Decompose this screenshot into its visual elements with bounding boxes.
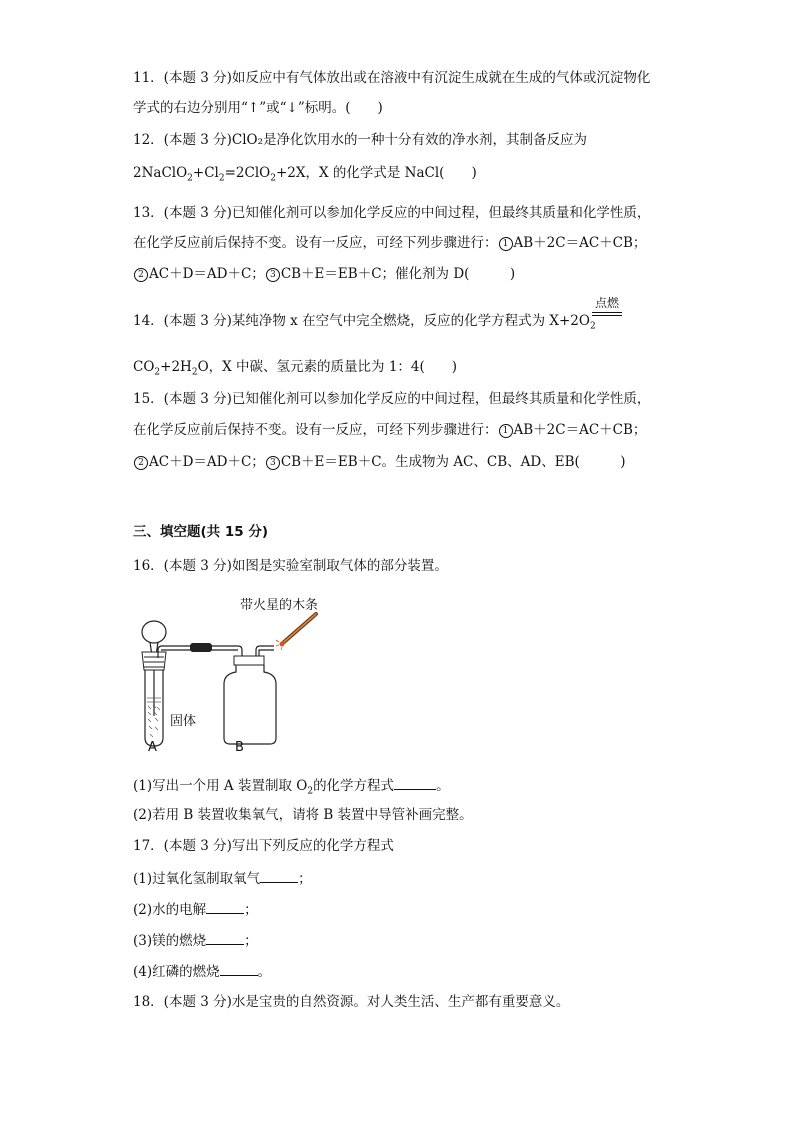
solid-label: 固体 bbox=[170, 714, 197, 729]
equals-sign bbox=[592, 312, 622, 316]
answer-blank[interactable] bbox=[220, 961, 258, 976]
q14-text: 14．(本题 3 分)某纯净物 x 在空气中完全燃烧，反应的化学方程式为 X+2O bbox=[133, 313, 590, 329]
q17-part4 bbox=[133, 961, 271, 982]
q14-sub: 2 bbox=[589, 321, 596, 332]
step-number-circle: 2 bbox=[134, 456, 148, 470]
rubber-stopper bbox=[142, 652, 166, 670]
step-number-circle: 3 bbox=[266, 268, 280, 282]
reaction-condition bbox=[592, 296, 622, 316]
q16-stem: 16．(本题 3 分)如图是实验室制取气体的部分装置。 bbox=[133, 558, 448, 574]
glowing-splint bbox=[276, 614, 316, 650]
q17-stem: 17．(本题 3 分)写出下列反应的化学方程式 bbox=[133, 838, 394, 854]
condition-label: 点燃 bbox=[594, 296, 619, 310]
q17-part1 bbox=[133, 868, 312, 889]
splint-label: 带火星的木条 bbox=[240, 598, 319, 613]
q17-text: (4)红磷的燃烧 bbox=[133, 964, 220, 980]
answer-blank[interactable] bbox=[206, 930, 244, 945]
q13-line2 bbox=[133, 233, 646, 253]
q15-text: CB＋E＝EB＋C。生成物为 AC、CB、AD、EB( ) bbox=[280, 454, 626, 470]
step-number-circle: 3 bbox=[266, 456, 280, 470]
q13-text: 在化学反应前后保持不变。设有一反应，可经下列步骤进行： bbox=[133, 235, 498, 251]
q11-line1: 11．(本题 3 分)如反应中有气体放出或在溶液中有沉淀生成就在生成的气体或沉淀物化 bbox=[133, 70, 651, 86]
q14-sub: 2 bbox=[154, 367, 161, 378]
q14-line1 bbox=[133, 311, 596, 337]
q13-text: CB＋E＝EB＋C；催化剂为 D( ) bbox=[280, 266, 516, 282]
q17-text: 。 bbox=[257, 964, 272, 980]
step-number-circle: 1 bbox=[499, 237, 513, 251]
bottle-stopper bbox=[234, 656, 264, 665]
q12-sub: 2 bbox=[218, 173, 225, 184]
q12-equation bbox=[133, 163, 477, 189]
q14-text: O，X 中碳、氢元素的质量比为 1：4( ) bbox=[197, 359, 458, 375]
q13-text: AB＋2C＝AC＋CB； bbox=[513, 235, 647, 251]
q17-text: (3)镁的燃烧 bbox=[133, 933, 207, 949]
q16-sub: 2 bbox=[307, 786, 314, 797]
q17-text: ； bbox=[244, 933, 258, 949]
q12-sub: 2 bbox=[270, 173, 276, 184]
q17-part2 bbox=[133, 899, 258, 920]
q15-line2 bbox=[133, 420, 646, 440]
step-number-circle: 1 bbox=[499, 424, 513, 438]
q18-stem: 18．(本题 3 分)水是宝贵的自然资源。对人类生活、生产都有重要意义。 bbox=[133, 994, 570, 1010]
bottle-outlet-tube bbox=[256, 646, 274, 656]
q17-text: ； bbox=[244, 902, 258, 918]
section-heading: 三、填空题(共 15 分) bbox=[133, 524, 269, 540]
q12-sub: 2 bbox=[187, 173, 193, 184]
q14-line2 bbox=[133, 357, 457, 383]
q13-line3 bbox=[133, 264, 515, 284]
q17-part3 bbox=[133, 930, 258, 951]
q13-line1: 13．(本题 3 分)已知催化剂可以参加化学反应的中间过程，但最终其质量和化学性质， bbox=[133, 205, 651, 221]
q16-text: 的化学方程式 bbox=[313, 778, 395, 794]
apparatus-b-label: B bbox=[235, 740, 244, 755]
q11-line2: 学式的右边分别用“↑”或“↓”标明。( ) bbox=[133, 100, 383, 116]
q16-text: 。 bbox=[436, 778, 450, 794]
answer-blank[interactable] bbox=[206, 899, 244, 914]
q13-text: AC＋D＝AD＋C； bbox=[149, 266, 265, 282]
q12-line1: 12．(本题 3 分)ClO₂是净化饮用水的一种十分有效的净水剂，其制备反应为 bbox=[133, 132, 588, 148]
q15-line1: 15．(本题 3 分)已知催化剂可以参加化学反应的中间过程，但最终其质量和化学性质， bbox=[133, 391, 651, 407]
q15-text: AB＋2C＝AC＋CB； bbox=[513, 422, 647, 438]
q15-text: 在化学反应前后保持不变。设有一反应，可经下列步骤进行： bbox=[133, 422, 498, 438]
q16-part2: (2)若用 B 装置收集氧气，请将 B 装置中导管补画完整。 bbox=[133, 807, 473, 823]
collection-bottle bbox=[224, 665, 276, 744]
answer-blank[interactable] bbox=[260, 868, 298, 883]
q12-eq-part: 2NaClO bbox=[133, 165, 188, 181]
q12-eq-part: +Cl bbox=[192, 165, 219, 181]
apparatus-diagram bbox=[130, 588, 340, 758]
q12-eq-part: =2ClO bbox=[224, 165, 271, 181]
apparatus-a-label: A bbox=[148, 740, 157, 755]
apparatus-figure bbox=[130, 588, 340, 758]
q14-text: +2H bbox=[160, 359, 192, 375]
q17-text: (1)过氧化氢制取氧气 bbox=[133, 871, 261, 887]
q16-part1 bbox=[133, 775, 450, 802]
q17-text: ； bbox=[298, 871, 312, 887]
q15-text: AC＋D＝AD＋C； bbox=[149, 454, 265, 470]
q15-line3 bbox=[133, 452, 626, 472]
q16-text: (1)写出一个用 A 装置制取 O bbox=[133, 778, 308, 794]
answer-blank[interactable] bbox=[394, 775, 436, 790]
step-number-circle: 2 bbox=[134, 268, 148, 282]
q17-text: (2)水的电解 bbox=[133, 902, 207, 918]
q14-sub: 2 bbox=[191, 367, 198, 378]
q14-text: CO bbox=[133, 359, 155, 375]
rubber-connector bbox=[190, 643, 212, 652]
q12-eq-part: +2X，X 的化学式是 NaCl( ) bbox=[275, 165, 477, 181]
